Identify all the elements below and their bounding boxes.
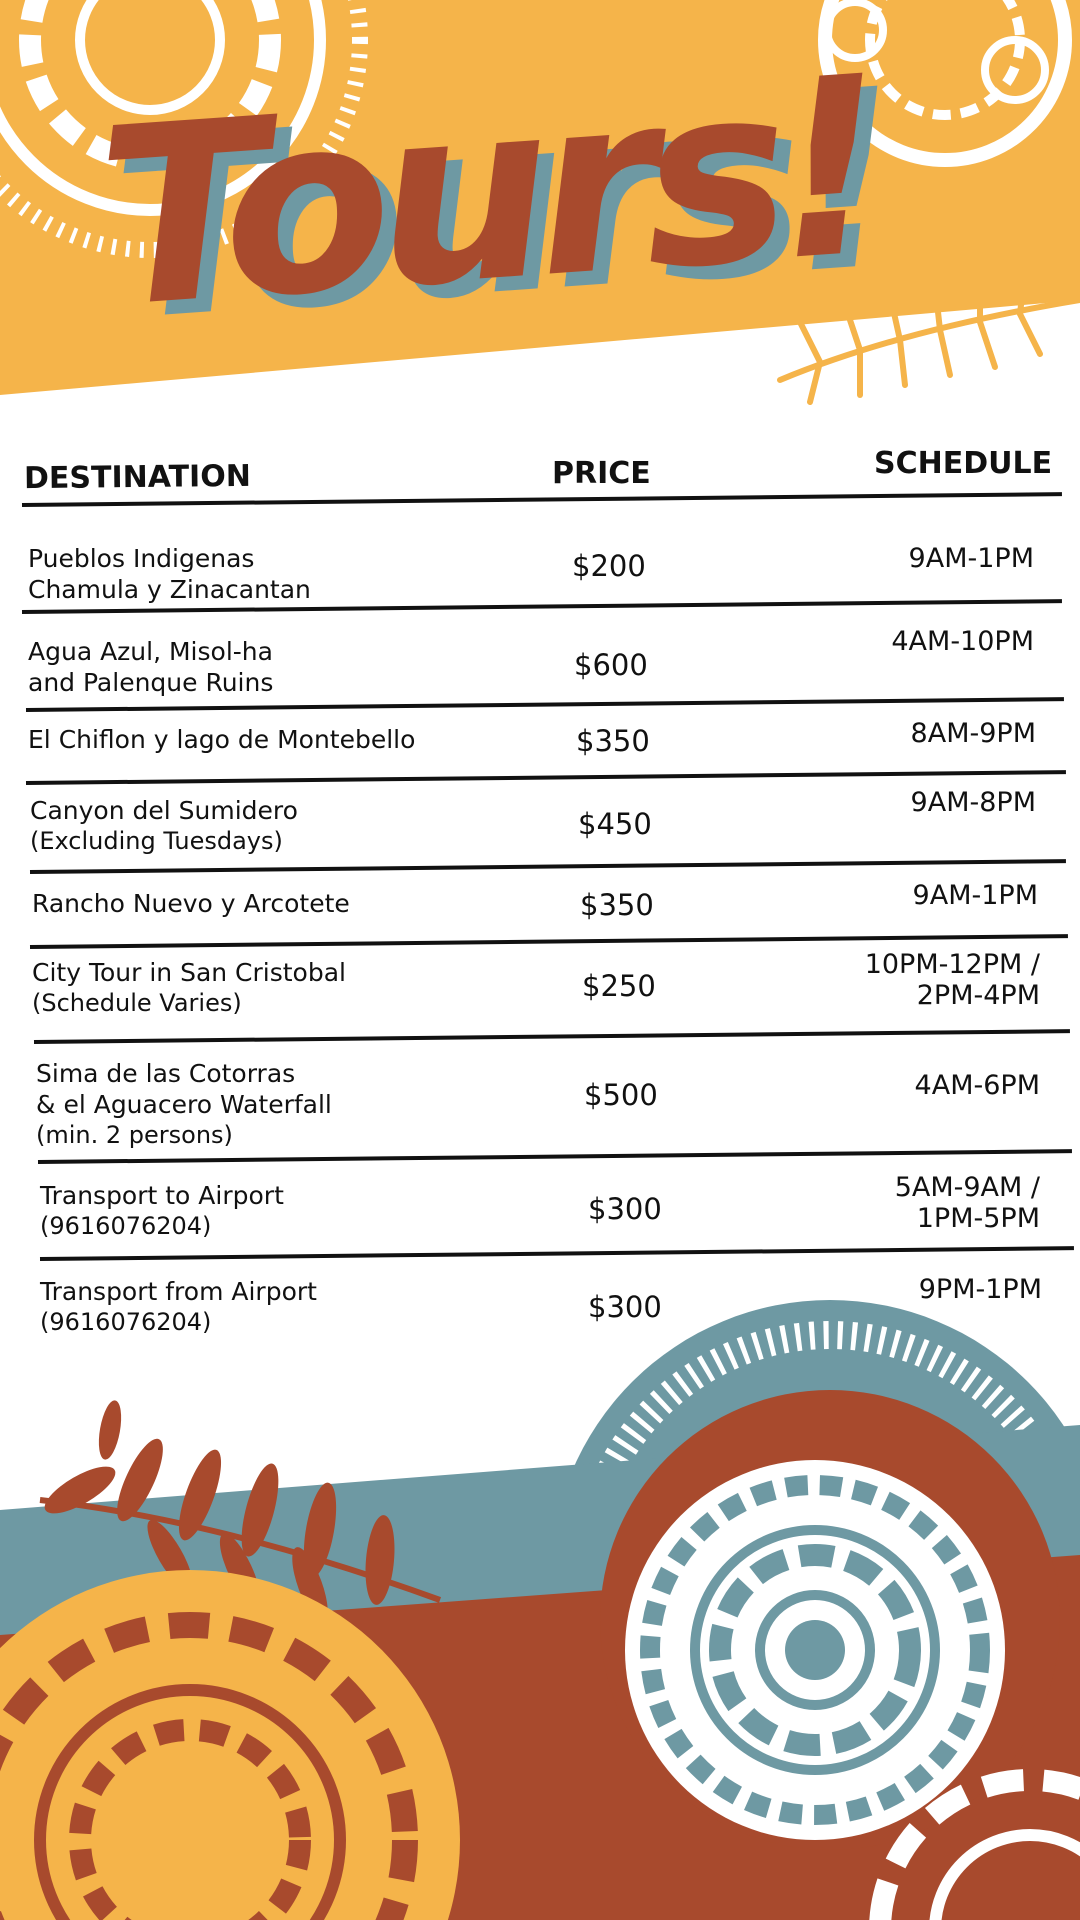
destination-line: Rancho Nuevo y Arcotete [32,889,350,918]
schedule-cell [891,626,1034,657]
destination-line: (Schedule Varies) [32,989,242,1017]
destination-line: El Chiflon y lago de Montebello [28,725,416,754]
destination-line: Transport from Airport [40,1277,317,1306]
price-cell: $500 [584,1078,658,1112]
schedule-cell [911,787,1036,818]
destination-line: Chamula y Zinacantan [28,575,311,604]
schedule-line: 5AM-9AM / [894,1172,1040,1203]
schedule-line: 8AM-9PM [910,718,1036,749]
schedule-line: 9AM-1PM [912,880,1038,911]
schedule-line: 4AM-10PM [891,626,1034,657]
header-price: PRICE [552,456,651,491]
schedule-cell [895,1172,1040,1234]
destination-cell [40,1180,284,1242]
schedule-line: 4AM-6PM [914,1070,1040,1101]
destination-line: Sima de las Cotorras [36,1059,296,1088]
destination-cell [30,795,298,857]
schedule-line: 9PM-1PM [918,1274,1042,1305]
row-divider [26,770,1066,785]
schedule-line: 9AM-1PM [908,543,1034,574]
destination-cell [36,1058,332,1151]
row-divider [30,859,1066,874]
schedule-line: 1PM-5PM [916,1203,1040,1234]
destination-cell [28,636,273,698]
destination-cell [28,543,311,605]
price-cell: $250 [582,969,656,1003]
destination-line: Transport to Airport [40,1181,284,1210]
destination-line: (9616076204) [40,1308,212,1336]
row-divider [34,1029,1070,1044]
destination-line: City Tour in San Cristobal [32,958,346,987]
row-divider [30,934,1068,949]
schedule-cell [909,543,1034,574]
price-cell: $200 [572,549,646,583]
price-cell: $300 [588,1290,662,1324]
destination-line: (min. 2 persons) [36,1121,233,1149]
price-cell: $600 [574,648,648,682]
schedule-line: 9AM-8PM [910,787,1036,818]
destination-cell [40,1276,317,1338]
price-cell: $300 [588,1192,662,1226]
destination-line: & el Aguacero Waterfall [36,1090,332,1119]
destination-cell [32,957,346,1019]
schedule-line: 10PM-12PM / [864,949,1040,980]
schedule-cell [915,1070,1040,1101]
destination-cell [32,888,350,919]
destination-cell [28,724,415,755]
destination-line: Pueblos Indigenas [28,544,255,573]
destination-line: (9616076204) [40,1212,212,1240]
schedule-cell [919,1274,1042,1305]
schedule-cell [911,718,1036,749]
header-schedule: SCHEDULE [874,446,1053,481]
schedule-line: 2PM-4PM [916,980,1040,1011]
schedule-cell [913,880,1038,911]
header-destination: DESTINATION [23,458,252,497]
price-cell: $350 [580,888,654,922]
destination-line: Agua Azul, Misol-ha [28,637,273,666]
destination-line: Canyon del Sumidero [30,796,298,825]
page-title: Tours! [91,24,882,363]
price-cell: $350 [576,724,650,758]
destination-line: and Palenque Ruins [28,668,274,697]
price-cell: $450 [578,807,652,841]
row-divider [26,697,1064,712]
destination-line: (Excluding Tuesdays) [30,827,283,855]
schedule-cell [865,949,1040,1011]
row-divider [40,1246,1074,1261]
row-divider [38,1149,1072,1164]
